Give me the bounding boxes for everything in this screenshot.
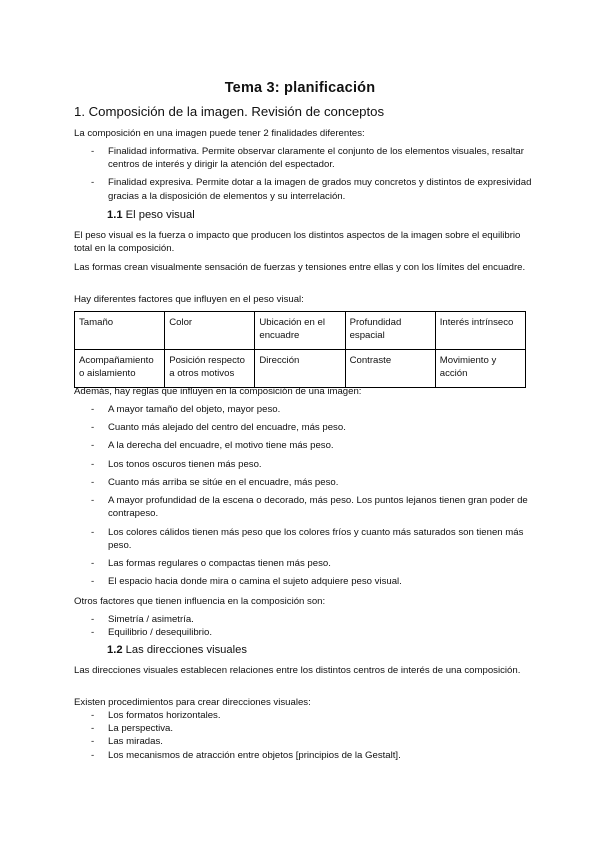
table-cell: Posición respecto a otros motivos bbox=[165, 349, 255, 387]
table-cell: Interés intrínseco bbox=[435, 312, 525, 350]
procedures-list bbox=[74, 709, 534, 762]
table-row bbox=[75, 312, 526, 350]
list-item: - Finalidad expresiva. Permite dotar a la imagen de grados muy concretos y distintos de expresividad gracias a la disposición de elementos y su interrelación. bbox=[74, 176, 534, 202]
table-cell: Profundidad espacial bbox=[345, 312, 435, 350]
section-title: El peso visual bbox=[125, 209, 195, 221]
section-heading-1: 1. Composición de la imagen. Revisión de conceptos bbox=[74, 104, 385, 119]
table-cell: Tamaño bbox=[75, 312, 165, 350]
page-title: Tema 3: planificación bbox=[224, 80, 376, 96]
section-title: Las direcciones visuales bbox=[125, 644, 247, 656]
list-item: - El espacio hacia donde mira o camina el sujeto adquiere peso visual. bbox=[74, 575, 534, 588]
purposes-list bbox=[74, 145, 534, 203]
paragraph: Otros factores que tienen influencia en la composición son: bbox=[74, 596, 326, 607]
list-item: - Finalidad informativa. Permite observar claramente el conjunto de los elementos visuales, resaltar centros de interés y dirigir la atención del espectador. bbox=[74, 145, 534, 171]
paragraph: Existen procedimientos para crear direcciones visuales: bbox=[74, 697, 311, 708]
paragraph: Las formas crean visualmente sensación de fuerzas y tensiones entre ellas y con los límites del encuadre. bbox=[74, 262, 526, 273]
paragraph: El peso visual es la fuerza o impacto que producen los distintos aspectos de la imagen sobre el equilibrio total en la composición. bbox=[74, 230, 521, 255]
list-item: - A la derecha del encuadre, el motivo tiene más peso. bbox=[74, 439, 534, 452]
list-item: - Simetría / asimetría. bbox=[74, 613, 534, 626]
weight-factors-table bbox=[74, 311, 526, 388]
table-cell: Contraste bbox=[345, 349, 435, 387]
table-cell: Movimiento y acción bbox=[435, 349, 525, 387]
list-item: - A mayor tamaño del objeto, mayor peso. bbox=[74, 403, 534, 416]
list-item: - A mayor profundidad de la escena o decorado, más peso. Los puntos lejanos tienen gran poder de contrapeso. bbox=[74, 494, 534, 520]
table-cell: Acompañamiento o aislamiento bbox=[75, 349, 165, 387]
list-item: - Los colores cálidos tienen más peso que los colores fríos y cuanto más saturados son tienen más peso. bbox=[74, 526, 534, 552]
section-number: 1.2 bbox=[107, 644, 123, 656]
list-item: - Los formatos horizontales. bbox=[74, 709, 534, 722]
other-factors-list bbox=[74, 613, 534, 639]
list-item: - Cuanto más alejado del centro del encuadre, más peso. bbox=[74, 421, 534, 434]
list-item: - Equilibrio / desequilibrio. bbox=[74, 626, 534, 639]
section-heading-1-1 bbox=[107, 208, 195, 223]
paragraph: Las direcciones visuales establecen relaciones entre los distintos centros de interés de una composición. bbox=[74, 665, 521, 676]
paragraph: Hay diferentes factores que influyen en el peso visual: bbox=[74, 294, 304, 305]
rules-list bbox=[74, 403, 534, 589]
list-item: - La perspectiva. bbox=[74, 722, 534, 735]
paragraph: Además, hay reglas que influyen en la composición de una imagen: bbox=[74, 386, 362, 397]
section-number: 1.1 bbox=[107, 209, 123, 221]
list-item: - Las miradas. bbox=[74, 735, 534, 748]
list-item: - Los tonos oscuros tienen más peso. bbox=[74, 458, 534, 471]
list-item: - Cuanto más arriba se sitúe en el encuadre, más peso. bbox=[74, 476, 534, 489]
list-item: - Los mecanismos de atracción entre objetos [principios de la Gestalt]. bbox=[74, 749, 534, 762]
table-row bbox=[75, 349, 526, 387]
table-cell: Color bbox=[165, 312, 255, 350]
table-cell: Ubicación en el encuadre bbox=[255, 312, 345, 350]
section1-intro: La composición en una imagen puede tener 2 finalidades diferentes: bbox=[74, 128, 365, 139]
list-item: - Las formas regulares o compactas tienen más peso. bbox=[74, 557, 534, 570]
section-heading-1-2 bbox=[107, 643, 247, 658]
table-cell: Dirección bbox=[255, 349, 345, 387]
